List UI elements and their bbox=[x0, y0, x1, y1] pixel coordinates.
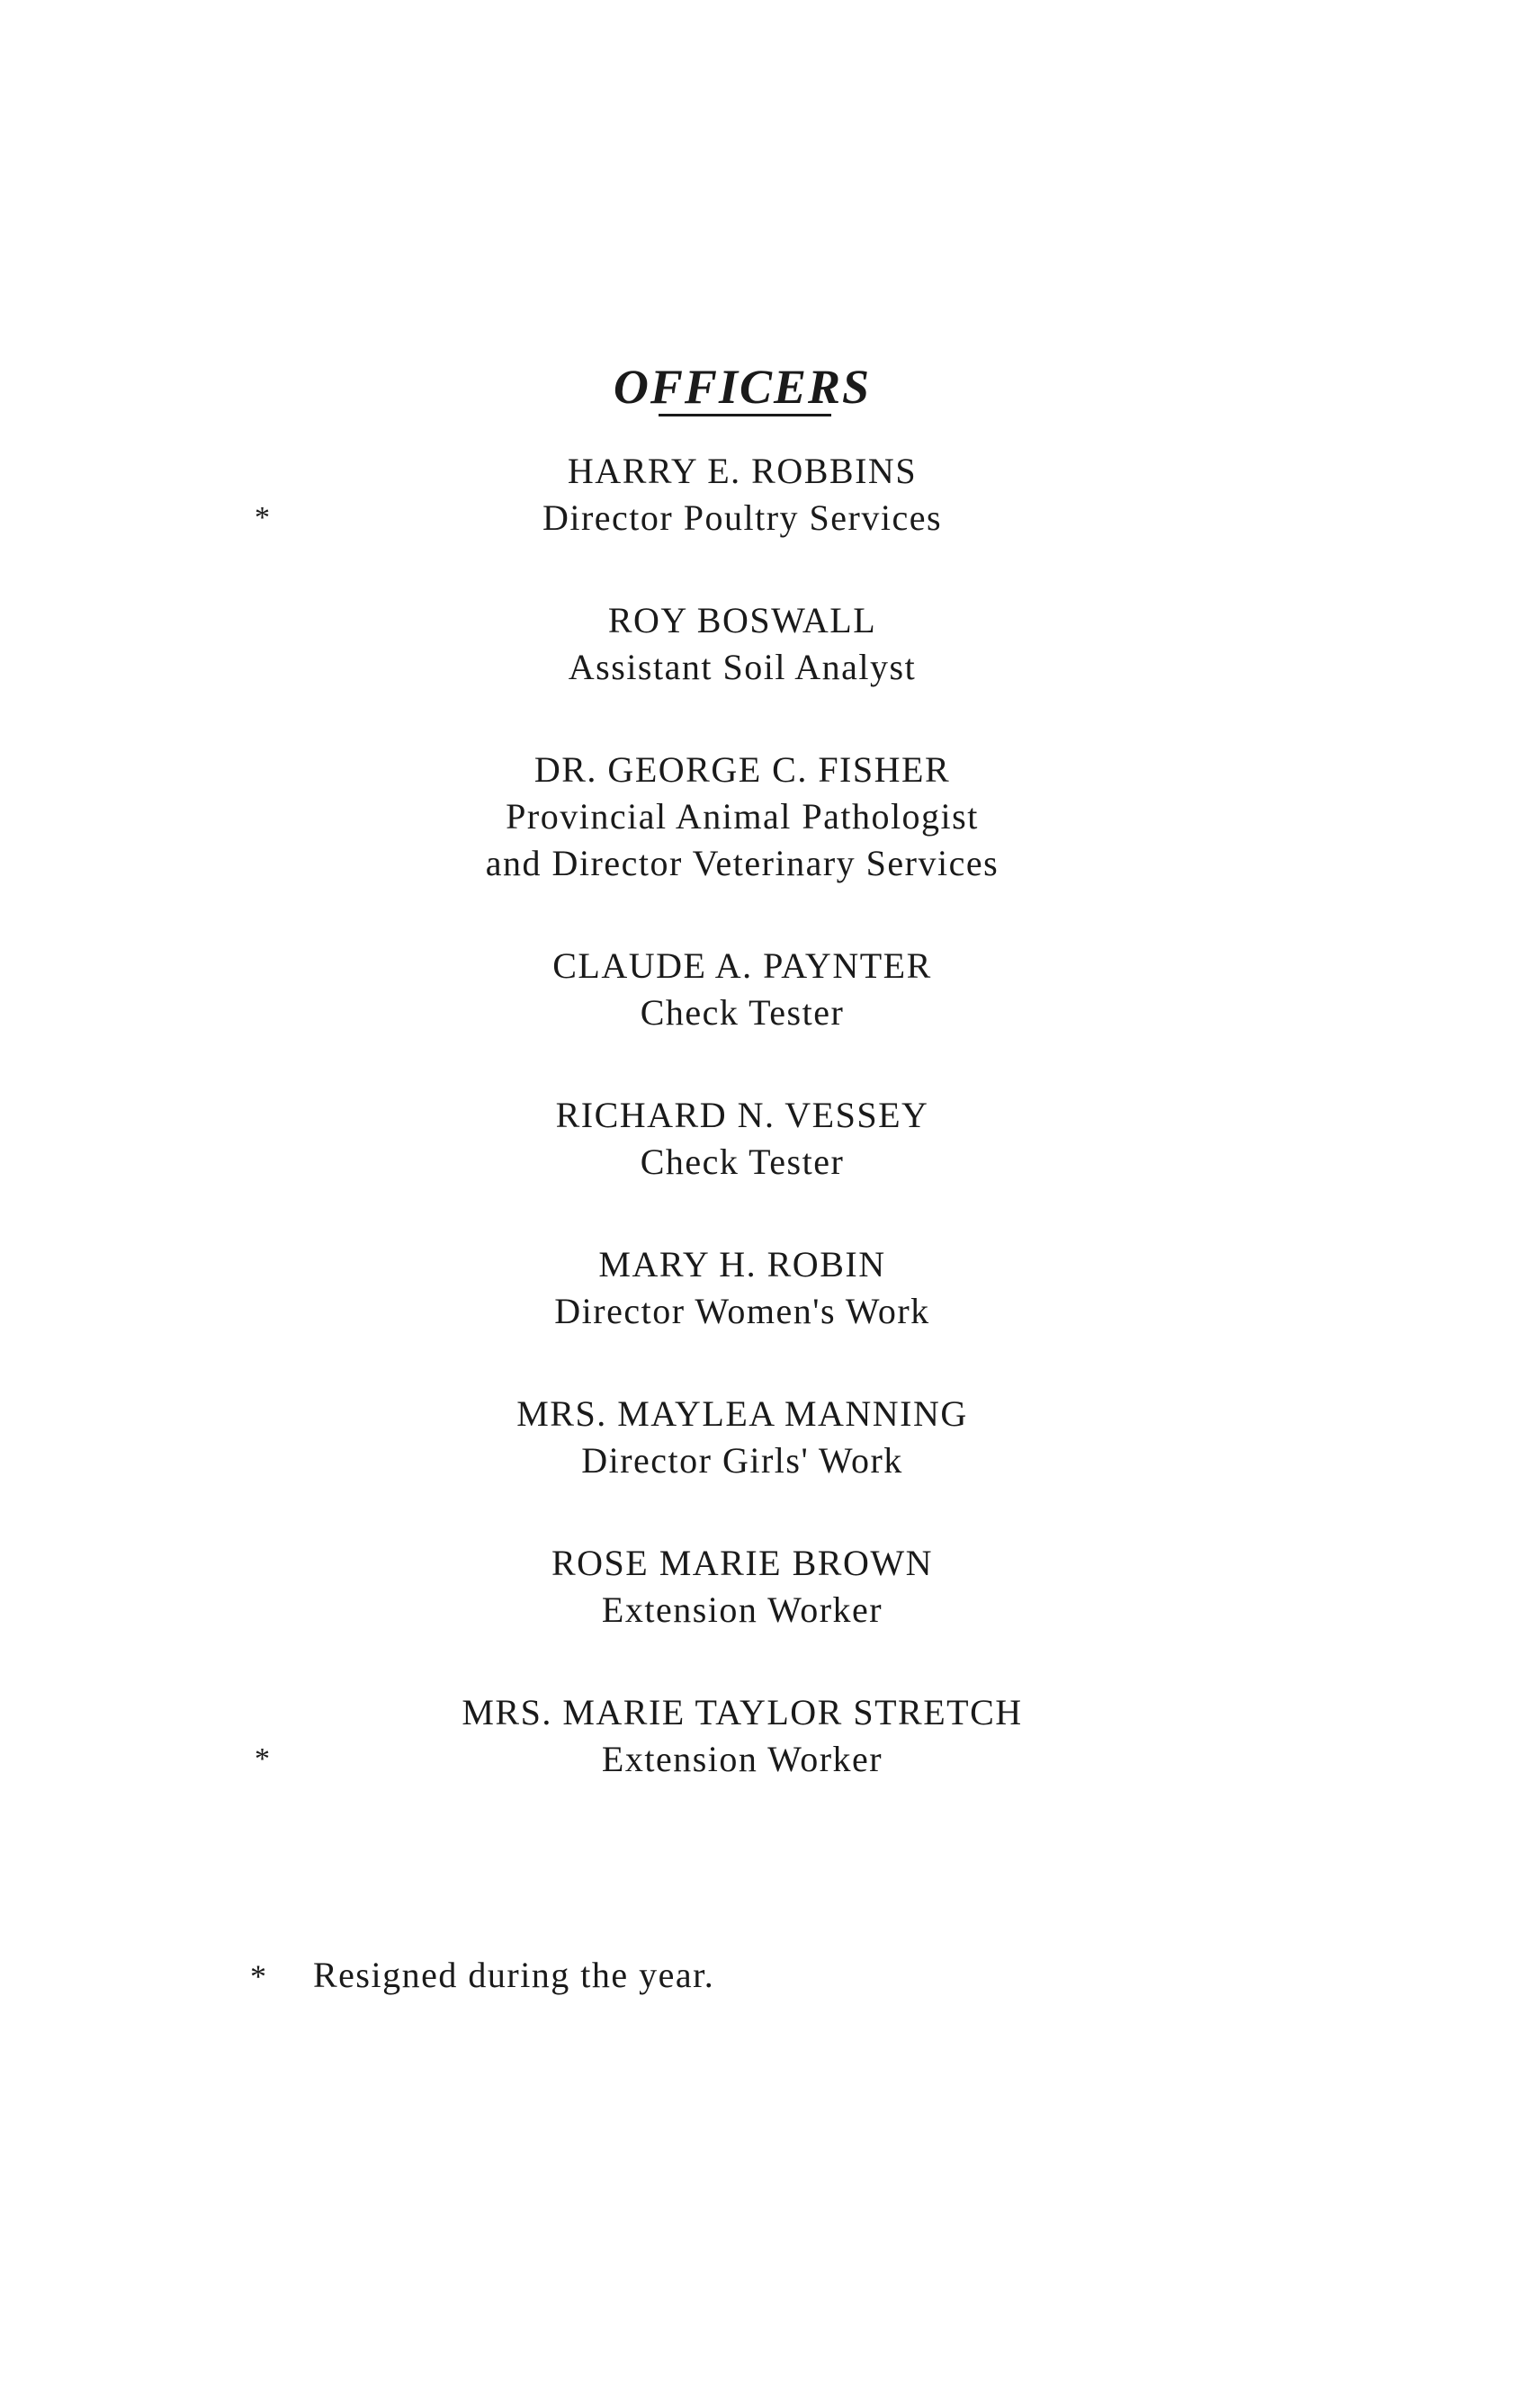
resigned-marker: * bbox=[255, 1742, 270, 1776]
officer-title: Director Poultry Services bbox=[542, 497, 943, 538]
footnote-text: Resigned during the year. bbox=[313, 1955, 715, 1995]
officer-name: MARY H. ROBIN bbox=[598, 1244, 886, 1285]
officer-name: HARRY E. ROBBINS bbox=[567, 451, 918, 491]
officer-entry bbox=[0, 1540, 1484, 1634]
officer-name: MRS. MARIE TAYLOR STRETCH bbox=[462, 1692, 1023, 1732]
officer-name: RICHARD N. VESSEY bbox=[555, 1095, 929, 1135]
officer-title: Director Women's Work bbox=[554, 1291, 930, 1331]
officer-title: and Director Veterinary Services bbox=[485, 843, 1000, 883]
officer-entry bbox=[0, 448, 1484, 542]
officer-name: ROY BOSWALL bbox=[607, 600, 877, 640]
officer-name: DR. GEORGE C. FISHER bbox=[533, 749, 951, 790]
officer-title: Provincial Animal Pathologist bbox=[506, 796, 979, 837]
footnote bbox=[250, 1952, 714, 2000]
officer-name: CLAUDE A. PAYNTER bbox=[552, 945, 932, 986]
page-title: OFFICERS bbox=[613, 360, 872, 415]
officer-entry bbox=[0, 1241, 1484, 1335]
officer-name: ROSE MARIE BROWN bbox=[551, 1543, 934, 1583]
footnote-marker: * bbox=[250, 1958, 268, 1994]
officer-entry bbox=[0, 1092, 1484, 1186]
officer-entry bbox=[0, 1391, 1484, 1484]
resigned-marker: * bbox=[255, 501, 270, 534]
officer-entry bbox=[0, 747, 1484, 887]
officer-title: Assistant Soil Analyst bbox=[568, 647, 917, 687]
officer-entry bbox=[0, 943, 1484, 1036]
officer-title: Check Tester bbox=[640, 1141, 845, 1182]
title-divider bbox=[659, 414, 831, 416]
officer-title: Extension Worker bbox=[601, 1589, 883, 1630]
officer-entry bbox=[0, 1689, 1484, 1783]
officer-title: Check Tester bbox=[640, 992, 845, 1033]
officer-title: Director Girls' Work bbox=[581, 1440, 903, 1481]
officer-title: Extension Worker bbox=[601, 1739, 883, 1779]
officer-name: MRS. MAYLEA MANNING bbox=[516, 1393, 968, 1434]
officer-list bbox=[0, 448, 1484, 1839]
officer-entry bbox=[0, 597, 1484, 691]
